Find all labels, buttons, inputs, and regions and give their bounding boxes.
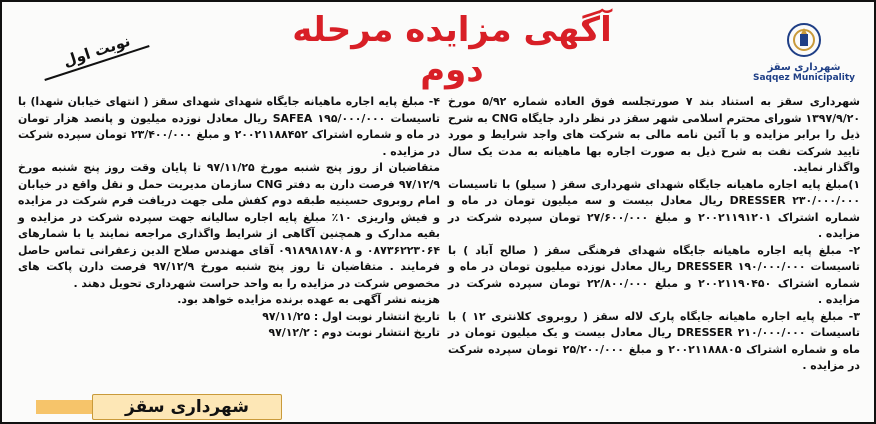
- right-column: [448, 94, 860, 375]
- municipality-logo: [744, 22, 864, 92]
- intro-paragraph: شهرداری سقز به استناد بند ۷ صورتجلسه فوق العاده شماره ۵/۹۲ مورخ ۱۳۹۷/۹/۲۰ شورای محترم اسلامی شهر سقز در نظر دارد جایگاه CNG به شرح ذیل را برابر مزایده و با آئین نامه مالی به شرکت های واجد شرایط و مورد تایید شرکت نفت به شرح ذیل به صورت اجاره بها ماهیانه به مدت یک سال واگذار نماید.: [448, 95, 860, 174]
- publish-date-2: تاریخ انتشار نوبت دوم : ۹۷/۱۲/۲: [268, 326, 440, 339]
- footer-decoration: [36, 400, 92, 414]
- logo-text-fa: شهرداری سقز: [767, 62, 841, 73]
- item-2: ۲- مبلغ پایه اجاره ماهیانه جایگاه شهدای فرهنگی سقز ( صالح آباد ) با تاسیسات DRESSER ۱۹۰/۰۰۰/۰۰۰ ریال معادل نوزده میلیون تومان در ماه و شماره اشتراک ۲۰۰۲۱۱۹۰۴۵۰ و مبلغ ۲۲/۸۰۰/۰۰۰ تومان سپرده شرکت در مزایده .: [448, 243, 860, 306]
- left-column: [18, 94, 440, 342]
- fee-note: هزینه نشر آگهی به عهده برنده مزایده خواهد بود.: [177, 293, 440, 306]
- item-1: ۱)مبلغ پایه اجاره ماهیانه جایگاه شهدای شهرداری سقز ( سیلو) با تاسیسات DRESSER ۲۳۰/۰۰۰/۰۰۰ ریال معادل بیست و سه میلیون تومان در ماه و شماره اشتراک ۲۰۰۲۱۱۹۱۲۰۱ و مبلغ ۲۷/۶۰۰/۰۰۰ تومان سپرده شرکت در مزایده .: [448, 177, 860, 240]
- item-4: ۴- مبلغ پایه اجاره ماهیانه جایگاه شهدای شهدای سقز ( انتهای خیابان شهدا) با تاسیسات SAFEA ۱۹۵/۰۰۰/۰۰۰ ریال معادل نوزده میلیون و پانصد هزار تومان در ماه و شماره اشتراک ۲۰۰۲۱۱۸۸۴۵۲ و مبلغ ۲۳/۴۰۰/۰۰۰ تومان سپرده شرکت در مزایده .: [18, 95, 441, 158]
- signature-banner: [92, 394, 282, 420]
- page-title: آگهی مزایده مرحله دوم: [292, 10, 612, 90]
- conditions-paragraph: متقاضیان از روز پنج شنبه مورخ ۹۷/۱۱/۲۵ تا پایان وقت روز پنج شنبه مورخ ۹۷/۱۲/۹ فرصت دارن به دفتر CNG سازمان مدیریت حمل و نقل واقع در خیابان امام روبروی حسینیه طبقه دوم کفش ملی جهت دریافت فرم شرکت در مزایده و فیش واریزی ۱۰٪ مبلغ پایه اجاره سالیانه جهت سپرده شرکت در مزایده و بقیه مدارک و همچنین آگاهی از شرایط واگذاری مراجعه نمایند یا با شمارهای ۰۸۷۳۶۲۲۳۰۶۴ و ۰۹۱۸۹۸۱۸۷۰۸ آقای مهندس صلاح الدین زعفرانی تماس حاصل فرمایند . متقاضیان تا روز پنج شنبه مورخ ۹۷/۱۲/۹ فرصت دارن پاکت های مخصوص شرکت در مزایده را به واحد حراست شهرداری تحویل دهند .: [18, 161, 441, 290]
- item-3: ۳- مبلغ پایه اجاره ماهیانه جایگاه پارک لاله سقز ( روبروی کلانتری ۱۲ ) با تاسیسات DRESSER ۲۱۰/۰۰۰/۰۰۰ ریال معادل بیست و یک میلیون تومان در ماه و شماره اشتراک ۲۰۰۲۱۱۸۸۸۰۵ و مبلغ ۲۵/۲۰۰/۰۰۰ تومان سپرده شرکت در مزایده .: [448, 309, 861, 372]
- emblem-icon: [786, 22, 822, 58]
- publish-date-1: تاریخ انتشار نوبت اول : ۹۷/۱۱/۲۵: [262, 309, 440, 323]
- round-label: نوبت اول: [60, 31, 133, 71]
- logo-text-en: Saqqez Municipality: [752, 73, 856, 83]
- signature-text: شهرداری سقز: [125, 397, 249, 417]
